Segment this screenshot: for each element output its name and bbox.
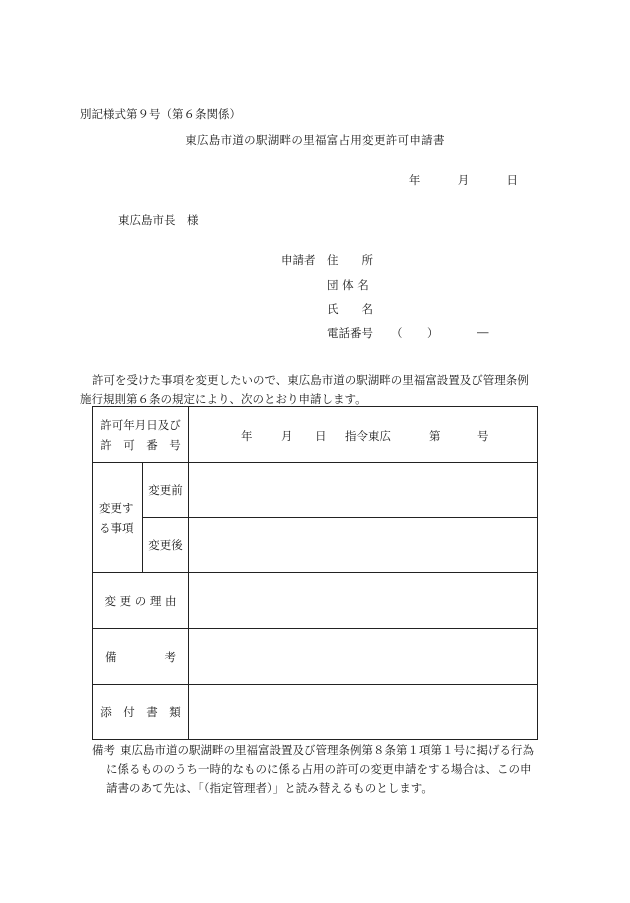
permit-month: 月: [281, 428, 293, 443]
remarks-value[interactable]: [189, 629, 538, 685]
applicant-name-label: 氏 名: [327, 302, 373, 316]
attachments-label: 添 付 書 類: [93, 685, 189, 740]
permit-label-line-2: 許 可 番 号: [100, 437, 181, 452]
change-items-label: [93, 463, 143, 573]
phone-dash: ―: [477, 325, 489, 339]
phone-paren-close: ）: [427, 326, 439, 340]
document-title: 東広島市道の駅湖畔の里福富占用変更許可申請書: [185, 133, 445, 147]
note-head: 備考: [92, 743, 115, 757]
attachments-value[interactable]: [189, 685, 538, 740]
note-line-2: に係るもののうち一時的なものに係る占用の許可の変更申請をする場合は、この申: [106, 762, 532, 776]
permit-date-number-value: [189, 407, 538, 463]
note-line-3: 請書のあて先は、「（指定管理者）」と読み替えるものとします。: [106, 781, 433, 795]
permit-label-line-1: 許可年月日及び: [100, 417, 181, 432]
permit-day: 日: [315, 428, 327, 443]
date-year: 年: [408, 173, 421, 187]
remarks-label-b: 考: [164, 649, 176, 664]
note-line-1: 東広島市道の駅湖畔の里福富設置及び管理条例第８条第１項第１号に掲げる行為: [120, 743, 534, 757]
date-month: 月: [457, 173, 470, 187]
change-items-line-1: 変更す: [99, 500, 134, 515]
application-table: [92, 406, 538, 740]
change-reason-label: 変 更 の 理 由: [93, 573, 189, 629]
intro-text: [80, 371, 550, 409]
change-items-line-2: る事項: [99, 520, 134, 535]
applicant-group-label: 団 体 名: [327, 278, 369, 292]
date-line: [409, 172, 518, 188]
permit-date-number-label: [93, 407, 189, 463]
note-block: [92, 741, 552, 798]
remarks-label: [93, 629, 189, 685]
permit-dai: 第: [429, 428, 441, 443]
before-change-label: 変更前: [143, 463, 189, 518]
addressee: 東広島市長 様: [118, 213, 199, 227]
intro-line-2: 施行規則第６条の規定により、次のとおり申請します。: [80, 392, 367, 406]
before-change-value[interactable]: [189, 463, 538, 518]
applicant-phone-label: 電話番号: [327, 326, 373, 340]
permit-year: 年: [241, 428, 253, 443]
change-reason-value[interactable]: [189, 573, 538, 629]
applicant-block: [281, 252, 521, 342]
date-day: 日: [506, 173, 518, 187]
permit-go: 号: [477, 428, 489, 443]
applicant-address-label: 住 所: [327, 253, 373, 267]
remarks-label-a: 備: [105, 649, 117, 664]
intro-line-1: 許可を受けた事項を変更したいので、東広島市道の駅湖畔の里福富設置及び管理条例: [92, 373, 529, 387]
phone-paren-open: （: [391, 326, 403, 340]
after-change-label: 変更後: [143, 518, 189, 573]
applicant-label: 申請者: [281, 253, 316, 267]
permit-designation: 指令東広: [345, 428, 391, 443]
form-identifier: 別記様式第９号（第６条関係）: [80, 107, 241, 121]
after-change-value[interactable]: [189, 518, 538, 573]
